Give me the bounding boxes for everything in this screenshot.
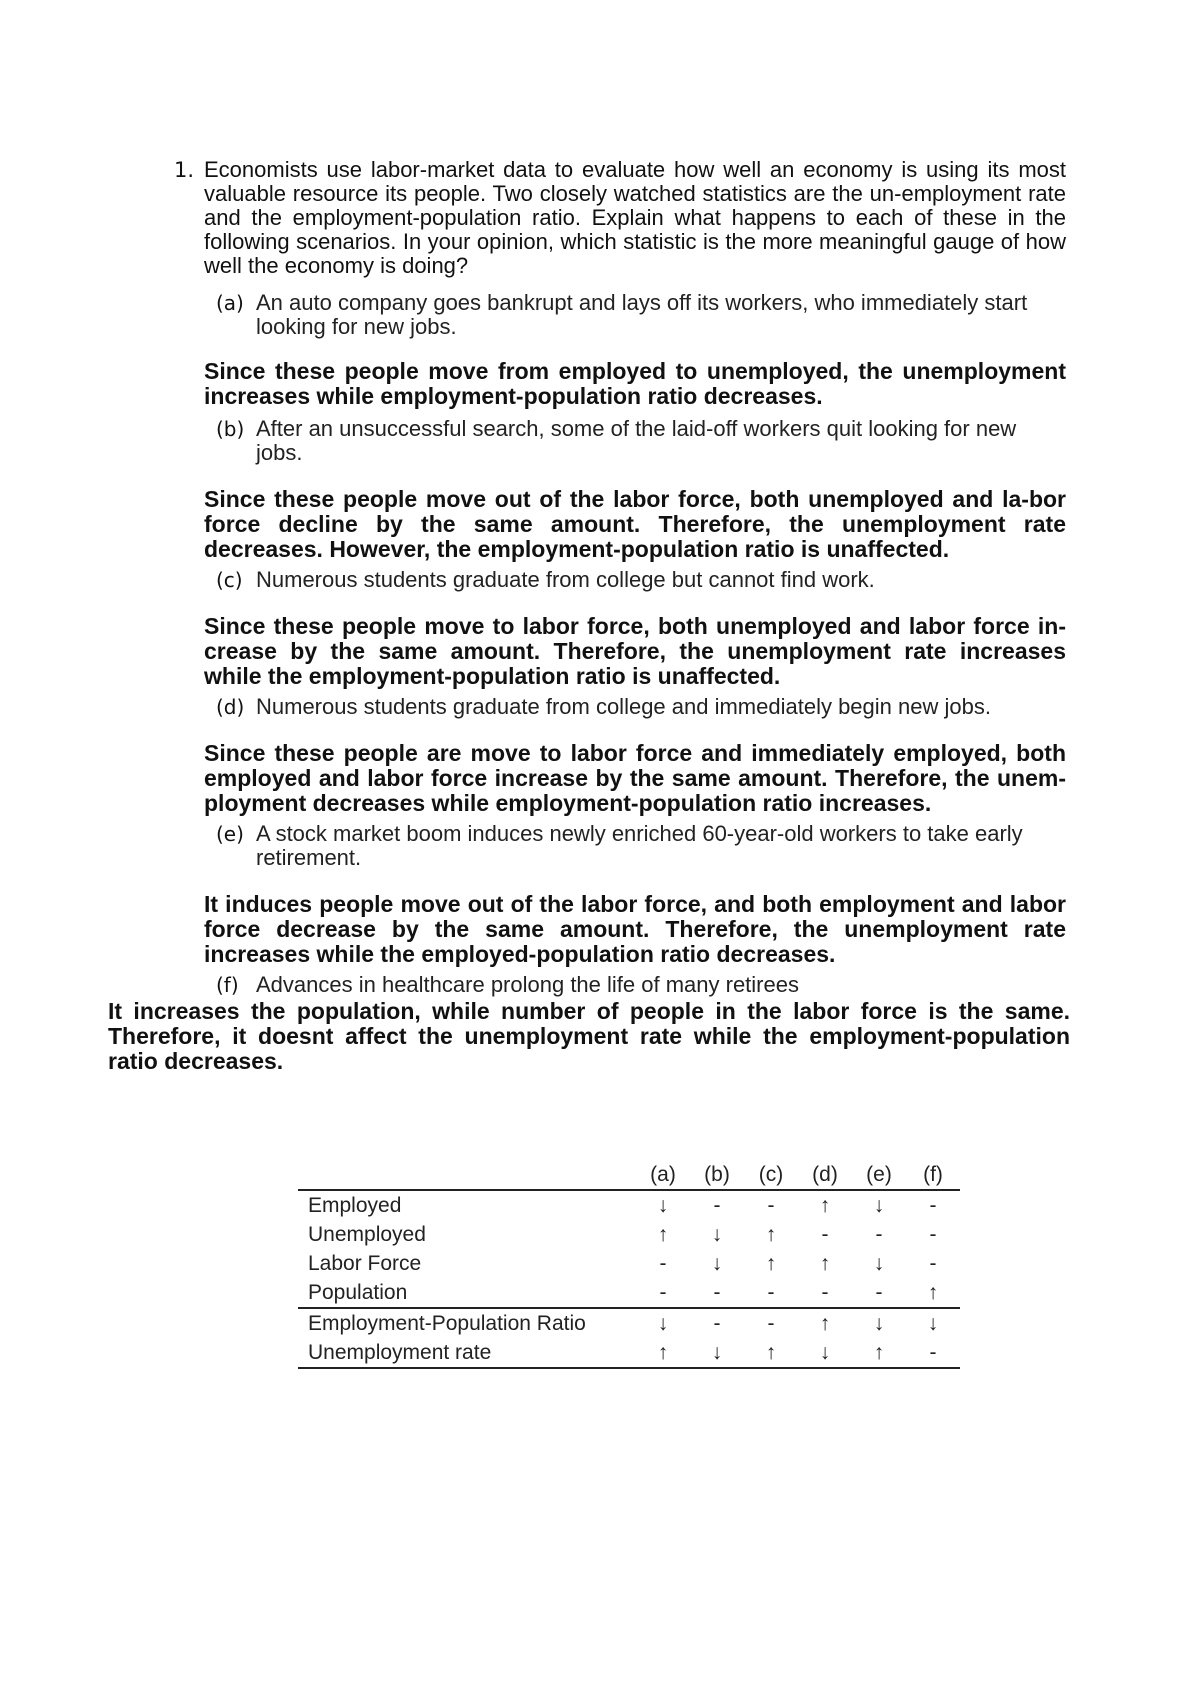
- cell-value: ↑: [819, 1311, 831, 1335]
- row-label: Population: [298, 1278, 636, 1308]
- part-f-answer: It increases the population, while number of people in the labor force is the same. Therefore, it doesnt affect the unemployment rate while the employment-population ratio decreases.: [108, 998, 1070, 1074]
- cell-value: ↑: [819, 1193, 831, 1217]
- cell-value: ↓: [798, 1338, 852, 1368]
- summary-col-header: (f): [906, 1160, 960, 1190]
- summary-col-header: (c): [744, 1160, 798, 1190]
- cell-value: ↑: [657, 1222, 669, 1246]
- cell-value: -: [821, 1222, 829, 1246]
- cell-value: ↓: [873, 1193, 885, 1217]
- part-c-prompt-text: Numerous students graduate from college but cannot find work.: [256, 567, 875, 592]
- cell-value: ↓: [657, 1193, 669, 1217]
- summary-header-blank: [298, 1160, 636, 1190]
- cell-value: -: [713, 1311, 721, 1335]
- part-c-label: (c): [216, 568, 243, 592]
- summary-col-header: (b): [690, 1160, 744, 1190]
- table-row: [298, 1220, 960, 1249]
- part-a-label: (a): [216, 291, 244, 315]
- cell-value: ↓: [690, 1338, 744, 1368]
- row-label: Employed: [308, 1193, 402, 1217]
- part-a-prompt-text: An auto company goes bankrupt and lays off its workers, who immediately start looking for new jobs.: [256, 290, 1028, 339]
- part-e-label: (e): [216, 822, 244, 846]
- part-b-label: (b): [216, 417, 245, 441]
- cell-value: ↑: [744, 1338, 798, 1368]
- part-f-prompt-text: Advances in healthcare prolong the life of many retirees: [256, 972, 799, 997]
- table-row: [298, 1338, 960, 1368]
- cell-value: -: [929, 1193, 937, 1217]
- part-e-prompt: [216, 821, 1066, 870]
- cell-value: -: [875, 1222, 883, 1246]
- part-d-prompt: [216, 694, 1066, 719]
- cell-value: -: [906, 1338, 960, 1368]
- cell-value: -: [690, 1278, 744, 1308]
- part-b-prompt-text: After an unsuccessful search, some of the laid-off workers quit looking for new jobs.: [256, 416, 1017, 465]
- table-row: [298, 1249, 960, 1278]
- cell-value: -: [713, 1193, 721, 1217]
- cell-value: ↑: [819, 1251, 831, 1275]
- part-e-prompt-text: A stock market boom induces newly enriched 60-year-old workers to take early retirement.: [256, 821, 1023, 870]
- part-a-prompt: [216, 290, 1066, 339]
- part-a-answer: Since these people move from employed to unemployed, the unemployment increases while employment-population ratio decreases.: [204, 358, 1066, 409]
- cell-value: -: [798, 1278, 852, 1308]
- part-c-prompt: [216, 567, 1066, 592]
- summary-col-header: (d): [798, 1160, 852, 1190]
- cell-value: ↑: [906, 1278, 960, 1308]
- cell-value: ↓: [711, 1222, 723, 1246]
- cell-value: -: [929, 1251, 937, 1275]
- row-label: Employment-Population Ratio: [308, 1311, 586, 1335]
- cell-value: ↑: [765, 1222, 777, 1246]
- cell-value: ↑: [852, 1338, 906, 1368]
- question-number: 1.: [174, 158, 195, 182]
- question-text: Economists use labor-market data to evaluate how well an economy is using its most valuable resource its people. Two closely watched statistics are the un-employment rate and the employment-population ratio. Explain what happens to each of these in the following scenarios. In your opinion, which statistic is the more meaningful gauge of how well the economy is doing?: [204, 157, 1066, 278]
- part-d-label: (d): [216, 695, 245, 719]
- summary-col-header: (e): [852, 1160, 906, 1190]
- part-e-answer: It induces people move out of the labor force, and both employment and labor force decrease by the same amount. Therefore, the unemployment rate increases while the employed-population ratio decreases.: [204, 891, 1066, 967]
- part-d-prompt-text: Numerous students graduate from college and immediately begin new jobs.: [256, 694, 991, 719]
- summary-table-header-row: [298, 1160, 960, 1190]
- row-label: Unemployed: [308, 1222, 426, 1246]
- part-b-answer: Since these people move out of the labor force, both unemployed and la-bor force decline by the same amount. Therefore, the unemployment rate decreases. However, the employment-population ratio is unaffected.: [204, 486, 1066, 562]
- part-c-answer: Since these people move to labor force, both unemployed and labor force in- crease by the same amount. Therefore, the unemployment rate increases while the employment-population ratio is unaffected.: [204, 613, 1066, 689]
- cell-value: ↓: [873, 1311, 885, 1335]
- table-row: [298, 1308, 960, 1338]
- part-d-answer: Since these people are move to labor force and immediately employed, both employed and labor force increase by the same amount. Therefore, the unem- ployment decreases while employment-population ratio increases.: [204, 740, 1066, 816]
- table-row: [298, 1278, 960, 1308]
- cell-value: -: [852, 1278, 906, 1308]
- question-1: [108, 157, 1070, 1074]
- cell-value: -: [744, 1278, 798, 1308]
- cell-value: -: [636, 1278, 690, 1308]
- part-f-prompt: [216, 972, 1066, 997]
- part-f-label: (f): [216, 973, 239, 997]
- cell-value: ↓: [657, 1311, 669, 1335]
- cell-value: -: [929, 1222, 937, 1246]
- cell-value: ↑: [765, 1251, 777, 1275]
- row-label: Labor Force: [308, 1251, 422, 1275]
- cell-value: ↓: [711, 1251, 723, 1275]
- cell-value: ↓: [873, 1251, 885, 1275]
- cell-value: -: [767, 1311, 775, 1335]
- cell-value: -: [767, 1193, 775, 1217]
- cell-value: ↓: [927, 1311, 939, 1335]
- table-row: [298, 1190, 960, 1220]
- summary-table: [298, 1160, 960, 1369]
- row-label: Unemployment rate: [298, 1338, 636, 1368]
- cell-value: ↑: [636, 1338, 690, 1368]
- summary-col-header: (a): [636, 1160, 690, 1190]
- cell-value: -: [659, 1251, 667, 1275]
- part-b-prompt: [216, 416, 1066, 465]
